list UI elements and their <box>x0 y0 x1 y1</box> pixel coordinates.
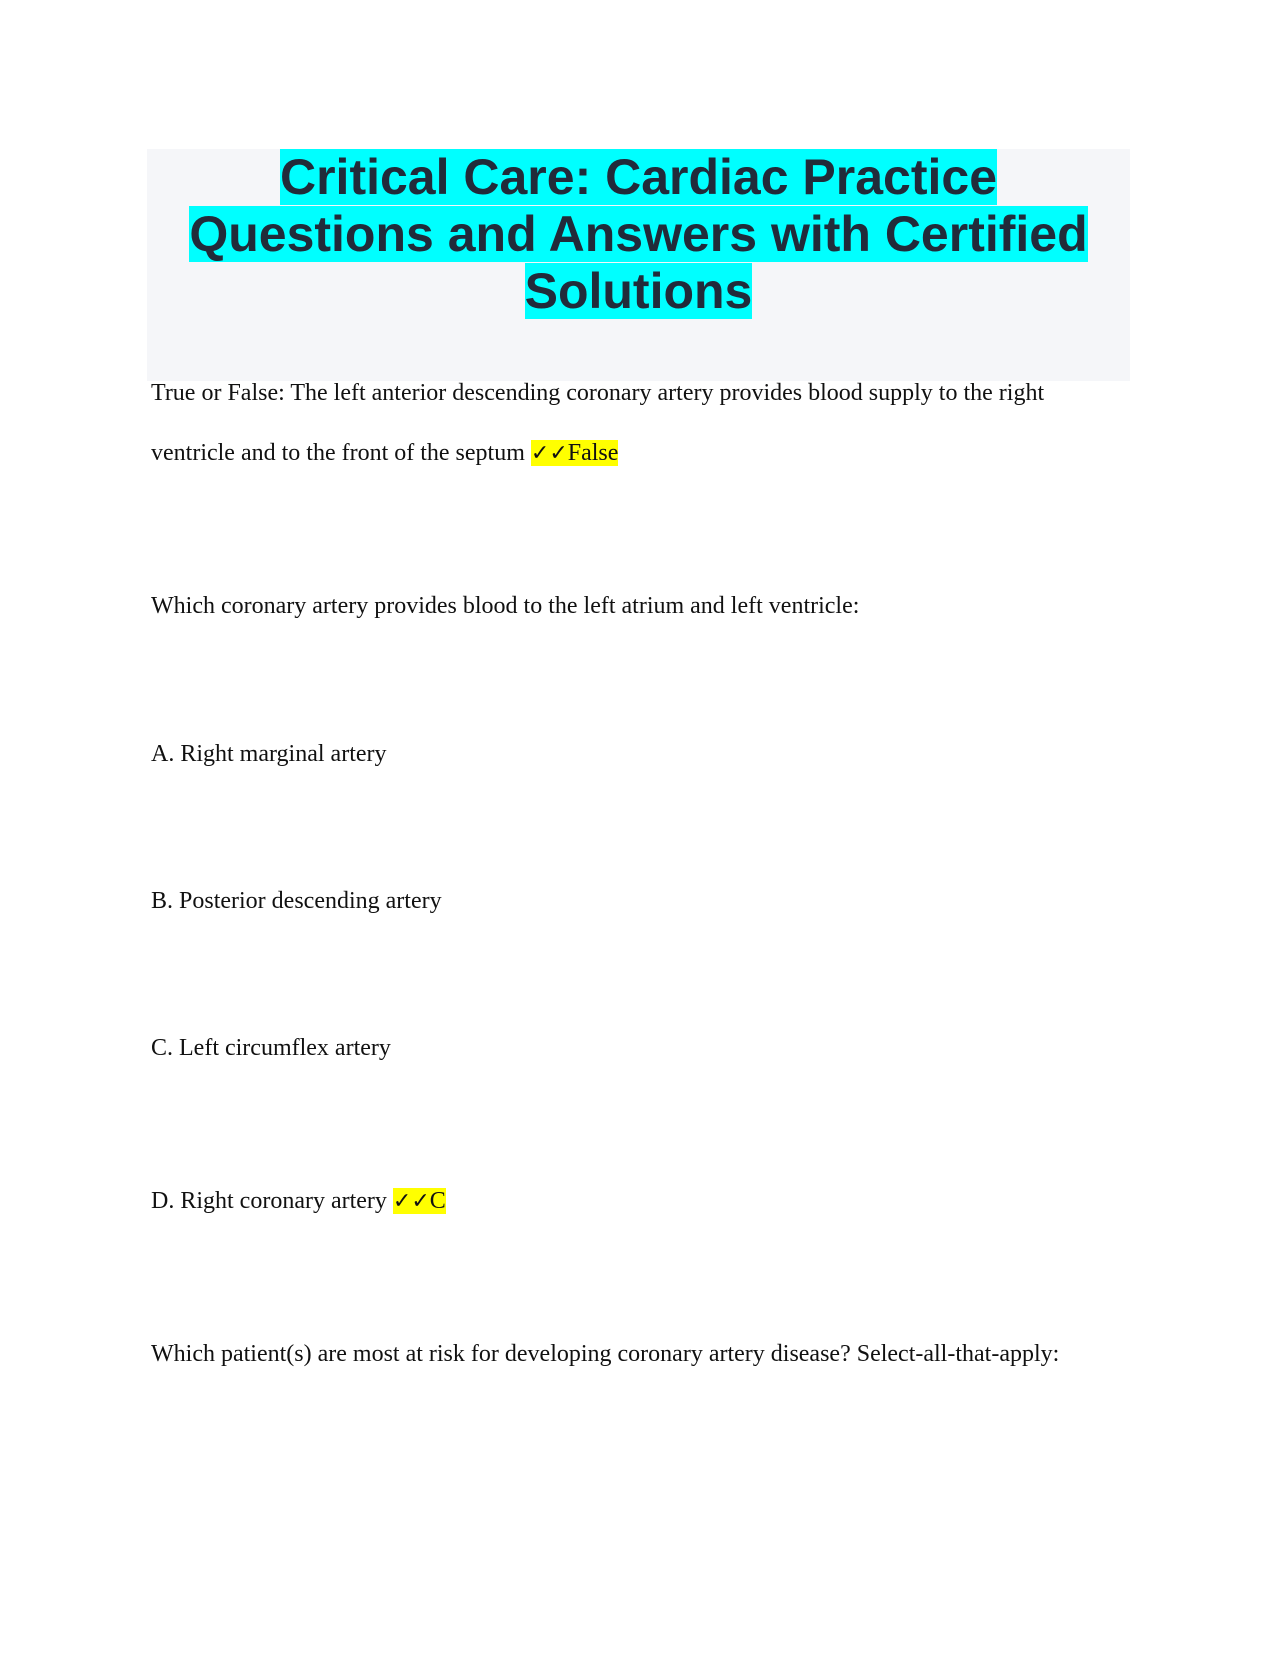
q2-option-c <box>151 1035 391 1062</box>
q2-option-b <box>151 888 442 915</box>
q3-question-text: Which patient(s) are most at risk for developing coronary artery disease? Select-all-that-apply: <box>151 1341 1060 1367</box>
q1-text-line-1: True or False: The left anterior descending coronary artery provides blood supply to the right <box>151 380 1045 406</box>
q2-option-a-text: A. Right marginal artery <box>151 741 387 767</box>
q2-option-c-text: C. Left circumflex artery <box>151 1035 391 1061</box>
q2-option-b-text: B. Posterior descending artery <box>151 888 442 914</box>
q1-answer-highlight <box>531 440 619 466</box>
q1-text-line-2: ventricle and to the front of the septum <box>151 440 531 466</box>
document-title <box>147 149 1130 320</box>
q2-option-d <box>151 1188 446 1215</box>
title-line-3: Solutions <box>524 263 753 319</box>
q2-question-text: Which coronary artery provides blood to the left atrium and left ventricle: <box>151 593 860 619</box>
q1-question-line-2 <box>151 440 618 467</box>
double-check-icon: ✓✓ <box>392 1189 430 1214</box>
q2-question <box>151 593 859 620</box>
q1-question-line-1 <box>151 380 1044 407</box>
q2-answer: C <box>429 1188 446 1214</box>
title-block <box>147 149 1130 381</box>
q2-answer-highlight <box>393 1188 446 1214</box>
q2-option-a <box>151 741 387 768</box>
title-line-1: Critical Care: Cardiac Practice <box>279 149 998 205</box>
q3-question <box>151 1341 1059 1368</box>
double-check-icon: ✓✓ <box>530 441 568 466</box>
q1-answer: False <box>567 440 619 466</box>
title-line-2: Questions and Answers with Certified <box>189 206 1088 262</box>
q2-option-d-text: D. Right coronary artery <box>151 1188 393 1214</box>
